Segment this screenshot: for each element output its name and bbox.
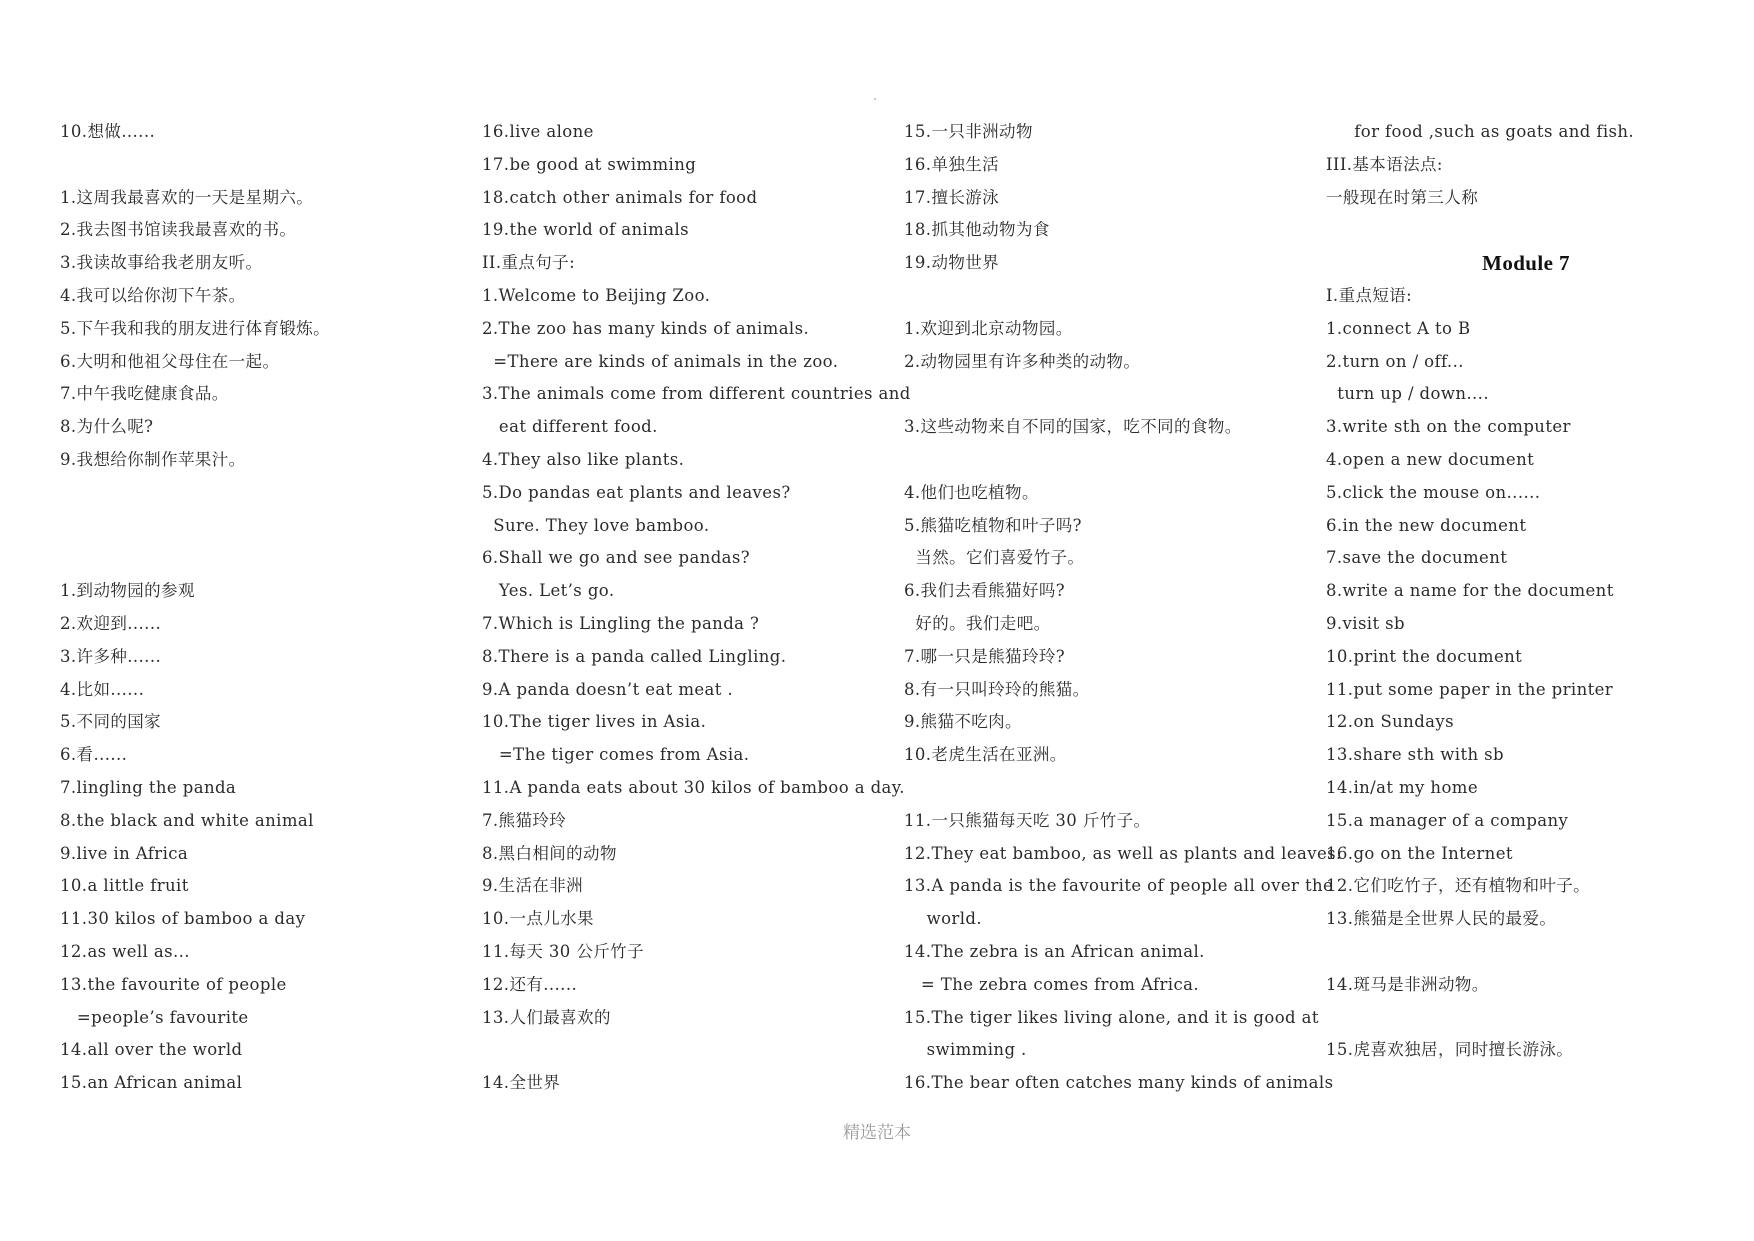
blank-line bbox=[482, 1034, 882, 1067]
text-line: 15.an African animal bbox=[60, 1073, 243, 1093]
text-line: 11.一只熊猫每天吃 30 斤竹子。 bbox=[904, 810, 1151, 830]
text-line: 1.到动物园的参观 bbox=[60, 581, 195, 601]
text-line: 10.老虎生活在亚洲。 bbox=[904, 745, 1067, 765]
text-line: 8.write a name for the document bbox=[1326, 581, 1614, 601]
text-line: 2.动物园里有许多种类的动物。 bbox=[904, 351, 1141, 371]
text-line: =The tiger comes from Asia. bbox=[482, 745, 750, 765]
text-line: Sure. They love bamboo. bbox=[482, 515, 710, 535]
text-line: 12.They eat bamboo, as well as plants and leaves. bbox=[904, 843, 1342, 863]
text-line: 2.欢迎到...... bbox=[60, 613, 162, 633]
text-line: 5.熊猫吃植物和叶子吗? bbox=[904, 515, 1082, 535]
text-line: 5.下午我和我的朋友进行体育锻炼。 bbox=[60, 318, 331, 338]
blank-line bbox=[60, 477, 460, 510]
text-line: 7.save the document bbox=[1326, 548, 1508, 568]
text-line: 1.欢迎到北京动物园。 bbox=[904, 318, 1073, 338]
text-line: 10.想做...... bbox=[60, 122, 156, 141]
text-line: 8.有一只叫玲玲的熊猫。 bbox=[904, 679, 1090, 699]
text-line: 2.The zoo has many kinds of animals. bbox=[482, 318, 810, 338]
blank-line bbox=[60, 510, 460, 543]
text-line: 9.visit sb bbox=[1326, 613, 1405, 633]
text-line: 6.大明和他祖父母住在一起。 bbox=[60, 351, 280, 371]
text-line: 3.我读故事给我老朋友听。 bbox=[60, 253, 263, 273]
text-line: III.基本语法点: bbox=[1326, 154, 1443, 174]
text-line: 16.单独生活 bbox=[904, 154, 1000, 174]
text-line: Yes. Let’s go. bbox=[482, 581, 615, 601]
text-line: 18.catch other animals for food bbox=[482, 187, 758, 207]
text-line: 一般现在时第三人称 bbox=[1326, 187, 1479, 207]
text-line: 6.我们去看熊猫好吗? bbox=[904, 581, 1065, 601]
blank-line bbox=[60, 542, 460, 575]
blank-line bbox=[1326, 214, 1726, 247]
page-footer: 精选范本 bbox=[843, 1123, 911, 1143]
text-line: 18.抓其他动物为食 bbox=[904, 220, 1050, 240]
text-line: 11.A panda eats about 30 kilos of bamboo a day. bbox=[482, 777, 905, 797]
text-line: 1.connect A to B bbox=[1326, 318, 1471, 338]
text-line: 3.许多种...... bbox=[60, 646, 162, 666]
text-line: 12.它们吃竹子，还有植物和叶子。 bbox=[1326, 876, 1591, 896]
text-line: for food ,such as goats and fish. bbox=[1326, 122, 1635, 141]
text-line: 14.斑马是非洲动物。 bbox=[1326, 974, 1489, 994]
text-line: 5.Do pandas eat plants and leaves? bbox=[482, 482, 791, 502]
text-line: =people’s favourite bbox=[60, 1007, 249, 1027]
text-line: 2.turn on / off... bbox=[1326, 351, 1464, 371]
text-line: 12.as well as... bbox=[60, 941, 190, 961]
text-line: 13.人们最喜欢的 bbox=[482, 1007, 611, 1027]
text-line: 13.share sth with sb bbox=[1326, 745, 1504, 765]
text-line: 9.A panda doesn’t eat meat . bbox=[482, 679, 734, 699]
blank-line bbox=[904, 772, 1304, 805]
text-line: 6.Shall we go and see pandas? bbox=[482, 548, 751, 568]
text-line: 16.The bear often catches many kinds of animals bbox=[904, 1073, 1334, 1093]
text-line: 6.in the new document bbox=[1326, 515, 1527, 535]
text-line: 15.a manager of a company bbox=[1326, 810, 1569, 830]
column-2 bbox=[482, 116, 911, 1100]
text-line: 15.虎喜欢独居，同时擅长游泳。 bbox=[1326, 1040, 1574, 1060]
text-line: 17.be good at swimming bbox=[482, 154, 697, 174]
text-line: 16.live alone bbox=[482, 122, 594, 141]
text-line: 11.30 kilos of bamboo a day bbox=[60, 909, 306, 929]
text-line: =There are kinds of animals in the zoo. bbox=[482, 351, 839, 371]
text-line: 7.Which is Lingling the panda ? bbox=[482, 613, 760, 633]
text-line: 11.put some paper in the printer bbox=[1326, 679, 1614, 699]
text-line: 14.全世界 bbox=[482, 1073, 561, 1093]
text-line: 10.a little fruit bbox=[60, 876, 189, 896]
text-line: 12.on Sundays bbox=[1326, 712, 1454, 732]
text-line: 7.哪一只是熊猫玲玲? bbox=[904, 646, 1065, 666]
text-line: 7.熊猫玲玲 bbox=[482, 810, 567, 830]
column-3 bbox=[904, 116, 1342, 1100]
page-dot bbox=[874, 98, 876, 100]
text-line: 14.in/at my home bbox=[1326, 777, 1478, 797]
column-1 bbox=[60, 116, 460, 1100]
blank-line bbox=[1326, 936, 1726, 969]
text-line: 10.The tiger lives in Asia. bbox=[482, 712, 707, 732]
blank-line bbox=[60, 149, 460, 182]
text-line: 19.动物世界 bbox=[904, 253, 1000, 273]
text-line: 2.我去图书馆读我最喜欢的书。 bbox=[60, 220, 297, 240]
text-line: 15.一只非洲动物 bbox=[904, 122, 1033, 141]
text-line: = The zebra comes from Africa. bbox=[904, 974, 1199, 994]
text-line: turn up / down.... bbox=[1326, 384, 1489, 404]
text-line: 13.熊猫是全世界人民的最爱。 bbox=[1326, 909, 1557, 929]
text-line: 好的。我们走吧。 bbox=[904, 613, 1051, 633]
module-heading: Module 7 bbox=[1482, 251, 1570, 276]
text-line: 5.click the mouse on...... bbox=[1326, 482, 1541, 502]
text-line: 8.黑白相间的动物 bbox=[482, 843, 617, 863]
text-line: swimming . bbox=[904, 1040, 1027, 1060]
text-line: 4.他们也吃植物。 bbox=[904, 482, 1039, 502]
text-line: 9.live in Africa bbox=[60, 843, 189, 863]
text-line: 15.The tiger likes living alone, and it is good at bbox=[904, 1007, 1319, 1027]
text-line: 16.go on the Internet bbox=[1326, 843, 1513, 863]
text-line: 6.看...... bbox=[60, 745, 128, 765]
text-line: eat different food. bbox=[482, 417, 658, 437]
blank-line bbox=[904, 444, 1304, 477]
text-line: 1.这周我最喜欢的一天是星期六。 bbox=[60, 187, 314, 207]
text-line: 9.生活在非洲 bbox=[482, 876, 584, 896]
text-line: 3.write sth on the computer bbox=[1326, 417, 1571, 437]
text-line: 19.the world of animals bbox=[482, 220, 689, 240]
text-line: 9.我想给你制作苹果汁。 bbox=[60, 449, 246, 469]
text-line: 9.熊猫不吃肉。 bbox=[904, 712, 1022, 732]
text-line: 12.还有...... bbox=[482, 974, 578, 994]
text-line: 5.不同的国家 bbox=[60, 712, 162, 732]
text-line: 4.我可以给你沏下午茶。 bbox=[60, 285, 246, 305]
text-line: 14.all over the world bbox=[60, 1040, 243, 1060]
text-line: 3.这些动物来自不同的国家，吃不同的食物。 bbox=[904, 417, 1242, 437]
text-line: world. bbox=[904, 909, 983, 929]
text-line: 13.the favourite of people bbox=[60, 974, 287, 994]
text-line: 4.They also like plants. bbox=[482, 449, 685, 469]
text-line: 8.the black and white animal bbox=[60, 810, 314, 830]
blank-line bbox=[904, 280, 1304, 313]
text-line: 11.每天 30 公斤竹子 bbox=[482, 941, 644, 961]
column-4 bbox=[1326, 116, 1726, 1067]
text-line: 13.A panda is the favourite of people all over the bbox=[904, 876, 1334, 896]
text-line: 7.lingling the panda bbox=[60, 777, 237, 797]
text-line: 3.The animals come from different countries and bbox=[482, 384, 911, 404]
text-line: 10.print the document bbox=[1326, 646, 1523, 666]
text-line: 1.Welcome to Beijing Zoo. bbox=[482, 285, 711, 305]
text-line: 17.擅长游泳 bbox=[904, 187, 1000, 207]
text-line: I.重点短语: bbox=[1326, 285, 1413, 305]
text-line: 14.The zebra is an African animal. bbox=[904, 941, 1205, 961]
text-line: 4.比如...... bbox=[60, 679, 145, 699]
text-line: 8.为什么呢? bbox=[60, 417, 154, 437]
text-line: 8.There is a panda called Lingling. bbox=[482, 646, 787, 666]
text-line: 7.中午我吃健康食品。 bbox=[60, 384, 229, 404]
blank-line bbox=[1326, 1002, 1726, 1035]
text-line: 当然。它们喜爱竹子。 bbox=[904, 548, 1085, 568]
text-line: II.重点句子: bbox=[482, 253, 576, 273]
text-line: 4.open a new document bbox=[1326, 449, 1535, 469]
blank-line bbox=[904, 378, 1304, 411]
text-line: 10.一点儿水果 bbox=[482, 909, 594, 929]
